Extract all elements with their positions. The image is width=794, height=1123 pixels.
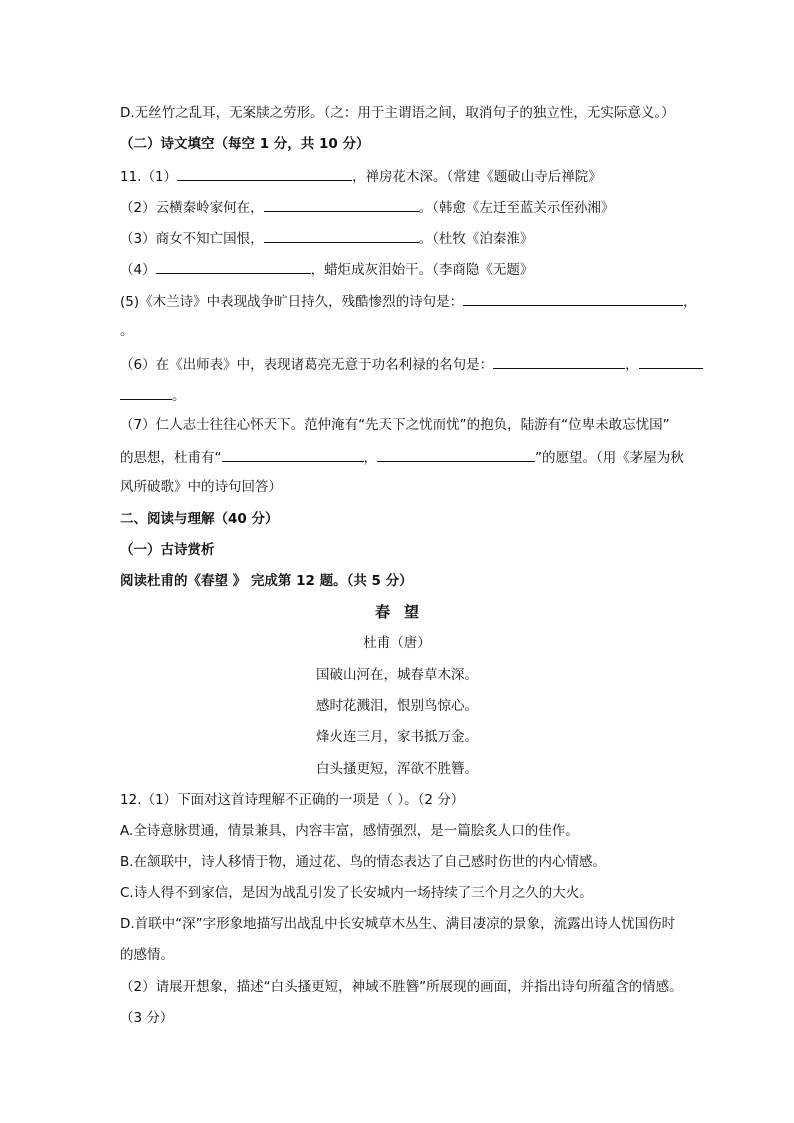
q11-item6-end xyxy=(120,384,186,406)
q12-option-c: C.诗人得不到家信，是因为战乱引发了长安城内一场持续了三个月之久的大火。 xyxy=(120,885,593,901)
q11-item3-suffix: 。（杜牧《泊秦淮》 xyxy=(418,231,534,247)
q12-option-a: A.全诗意脉贯通，情景兼具，内容丰富，感情强烈，是一篇脍炙人口的佳作。 xyxy=(120,823,579,839)
section-reading-heading: 二、阅读与理解（40 分） xyxy=(120,511,279,527)
q11-item4 xyxy=(120,258,533,280)
reading-instruction: 阅读杜甫的《春望 》 完成第 12 题。（共 5 分） xyxy=(120,573,413,589)
q11-item5-comma: ， xyxy=(683,294,697,310)
q12-option-b: B.在颔联中，诗人移情于物，通过花、鸟的情态表达了自己感时伤世的内心情感。 xyxy=(120,854,607,870)
q11-item4-suffix: ，蜡炬成灰泪始干。（李商隐《无题》 xyxy=(310,262,534,278)
q12-option-d-line1: D.首联中“深”字形象地描写出战乱中长安城草木丛生、满目凄凉的景象，流露出诗人忧国伤时 xyxy=(120,916,676,932)
q11-item2-suffix: 。（韩愈《左迁至蓝关示侄孙湘》 xyxy=(418,200,615,216)
q12-part2-line1: （2）请展开想象，描述“白头搔更短，神域不胜簪”所展现的画面，并指出诗句所蕴含的情感。 xyxy=(120,979,683,995)
poem-title: 春望 xyxy=(374,603,433,621)
answer-blank[interactable] xyxy=(177,165,352,181)
answer-blank[interactable] xyxy=(463,290,683,306)
poem-author: 杜甫（唐） xyxy=(363,635,431,651)
poem-line: 白头搔更短，浑欲不胜簪。 xyxy=(316,761,478,777)
section-ancient-poem-heading: （一）古诗赏析 xyxy=(120,542,215,558)
answer-blank[interactable] xyxy=(156,258,311,274)
q11-item1-prefix: 11.（1） xyxy=(120,169,178,185)
answer-blank[interactable] xyxy=(222,446,364,462)
q11-item6-comma: ， xyxy=(625,357,639,373)
q10-option-d: D.无丝竹之乱耳，无案牍之劳形。（之：用于主谓语之间，取消句子的独立性，无实际意义。） xyxy=(120,105,675,121)
answer-blank[interactable] xyxy=(377,446,535,462)
q11-item7-line2-prefix: 的思想，杜甫有“ xyxy=(120,450,222,466)
poem-line: 烽火连三月，家书抵万金。 xyxy=(316,729,478,745)
q11-item6-prefix: （6）在《出师表》中，表现诸葛亮无意于功名利禄的名句是： xyxy=(120,357,494,373)
answer-blank[interactable] xyxy=(639,353,703,369)
q11-item4-prefix: （4） xyxy=(120,262,156,278)
q11-item7-line1: （7）仁人志士往往心怀天下。范仲淹有“先天下之忧而忧”的抱负，陆游有“位卑未敢忘忧国” xyxy=(120,417,670,433)
answer-blank[interactable] xyxy=(120,384,172,400)
q11-item6-end-mark: 。 xyxy=(172,388,186,404)
q11-item5 xyxy=(120,290,697,312)
answer-blank[interactable] xyxy=(264,227,419,243)
q11-item1-suffix: ，禅房花木深。（常建《题破山寺后禅院》 xyxy=(352,169,602,185)
section-poetry-fill-heading: （二）诗文填空（每空 1 分，共 10 分） xyxy=(120,136,370,152)
q12-option-d-line2: 的感情。 xyxy=(120,947,174,963)
poem-line: 国破山河在，城春草木深。 xyxy=(316,667,478,683)
q12-part2-line2: （3 分） xyxy=(120,1010,174,1026)
q11-item3-prefix: （3）商女不知亡国恨， xyxy=(120,231,264,247)
q11-item5-prefix: (5)《木兰诗》中表现战争旷日持久，残酷惨烈的诗句是： xyxy=(120,294,464,310)
answer-blank[interactable] xyxy=(264,196,419,212)
poem-line: 感时花溅泪，恨别鸟惊心。 xyxy=(316,698,478,714)
q11-item7-line2-suffix: ”的愿望。（用《茅屋为秋 xyxy=(535,450,684,466)
q11-item3 xyxy=(120,227,533,249)
q11-item2-prefix: （2）云横秦岭家何在， xyxy=(120,200,264,216)
q11-item6 xyxy=(120,353,703,375)
answer-blank[interactable] xyxy=(493,353,625,369)
q11-item2 xyxy=(120,196,614,218)
q11-item1 xyxy=(120,165,602,187)
q11-item7-line2-comma: ， xyxy=(363,450,377,466)
q12-part1: 12.（1）下面对这首诗理解不正确的一项是（ ）。（2 分） xyxy=(120,792,465,808)
q11-item5-end: 。 xyxy=(120,323,134,339)
q11-item7-line2 xyxy=(120,446,684,468)
q11-item7-line3: 风所破歌》中的诗句回答） xyxy=(120,479,282,495)
